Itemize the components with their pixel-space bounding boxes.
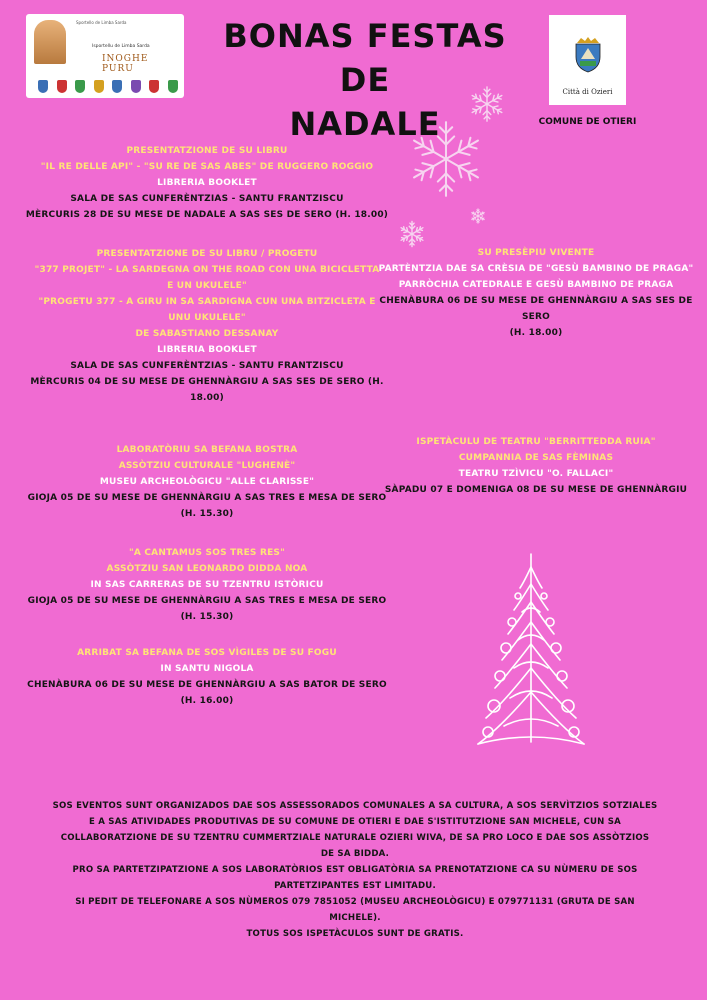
snowflake-icon: [470, 208, 486, 224]
event-line: MUSEU ARCHEOLÒGICU "ALLE CLARISSE": [99, 477, 315, 487]
event-line: TEATRU TZÌVICU "O. FALLACI": [458, 469, 614, 479]
event-line: E UN UKULELE": [167, 281, 247, 291]
footer-notes: [40, 798, 670, 942]
event-line: 18.00): [190, 393, 224, 403]
snowflake-icon: [398, 220, 426, 248]
seal-icon: [38, 80, 48, 93]
footer-line: SI PEDIT DE TELEFONARE A SOS NÙMEROS 079 7851052 (MUSEU ARCHEOLÒGICU) E 079771131 (GRUTA DE SAN: [75, 897, 635, 907]
footer-line: SOS EVENTOS SUNT ORGANIZADOS DAE SOS ASSESSORADOS COMUNALES A SA CULTURA, A SOS SERVÌTZIOS SOTZIALES: [52, 801, 658, 811]
title-line-1: BONAS FESTAS DE: [223, 17, 507, 99]
event-line: CHENÀBURA 06 DE SU MESE DE GHENNÀRGIU A SAS SES DE SERO: [379, 296, 693, 322]
event-cantamus-tres-res: [14, 545, 400, 625]
logo-caption: Città di Ozieri: [562, 88, 613, 96]
bell-tower-icon: [34, 20, 66, 64]
event-line: LIBRERIA BOOKLET: [157, 178, 257, 188]
event-line: UNU UKULELE": [168, 313, 246, 323]
event-line: DE SABASTIANO DESSANAY: [135, 329, 279, 339]
seal-icon: [94, 80, 104, 93]
municipal-seals: [38, 80, 178, 93]
event-line: IN SANTU NIGOLA: [160, 664, 254, 674]
event-line: (H. 18.00): [509, 328, 563, 338]
event-line: PARTÈNTZIA DAE SA CRÈSIA DE "GESÙ BAMBINO DE PRAGA": [378, 264, 694, 274]
event-befana-vigiles: [14, 645, 400, 709]
event-line: "377 PROJET" - LA SARDEGNA ON THE ROAD CON UNA BICICLETTA: [34, 265, 380, 275]
event-laboratoriu-befana: [14, 442, 400, 522]
footer-line: MICHELE).: [329, 913, 381, 923]
event-line: (H. 16.00): [180, 696, 234, 706]
snowflake-icon: [405, 118, 487, 200]
seal-icon: [131, 80, 141, 93]
logo-sub-text: Isportellu de Limba Sarda: [92, 44, 150, 49]
event-line: "IL RE DELLE API" - "SU RE DE SAS ABES" DE RUGGERO ROGGIO: [40, 162, 374, 172]
footer-line: TOTUS SOS ISPETÀCULOS SUNT DE GRATIS.: [246, 929, 464, 939]
seal-icon: [75, 80, 85, 93]
event-line: SALA DE SAS CUNFERÈNTZIAS - SANTU FRANTZISCU: [70, 194, 344, 204]
title-line-2: NADALE: [289, 105, 441, 143]
event-line: ASSÒTZIU CULTURALE "LUGHENÈ": [118, 461, 296, 471]
event-line: SU PRESÈPIU VIVENTE: [477, 248, 595, 258]
event-line: "A CANTAMUS SOS TRES RES": [128, 548, 285, 558]
logo-inoghe-puru: [26, 14, 184, 98]
coat-of-arms-icon: [573, 35, 603, 73]
event-line: GIOJA 05 DE SU MESE DE GHENNÀRGIU A SAS TRES E MESA DE SERO: [27, 596, 387, 606]
footer-line: E A SAS ATIVIDADES PRODUTIVAS DE SU COMUNE DE OTIERI E DAE S'ISTITUTZIONE SAN MICHELE, CUN SA: [89, 817, 621, 827]
event-line: GIOJA 05 DE SU MESE DE GHENNÀRGIU A SAS TRES E MESA DE SERO: [27, 493, 387, 503]
event-line: (H. 15.30): [180, 612, 234, 622]
comune-label: COMUNE DE OTIERI: [538, 117, 637, 127]
event-line: ASSÒTZIU SAN LEONARDO DIDDA NOA: [106, 564, 308, 574]
event-line: PRESENTATZIONE DE SU LIBRU: [126, 146, 288, 156]
seal-icon: [112, 80, 122, 93]
footer-line: PRO SA PARTETZIPATZIONE A SOS LABORATÒRIOS EST OBLIGATÒRIA SA PRENOTATZIONE CA SU NÙMERU DE SOS: [72, 865, 638, 875]
event-teatru-berrittedda: [372, 434, 700, 498]
event-line: "PROGETU 377 - A GIRU IN SA SARDIGNA CUN UNA BITZICLETA E: [38, 297, 376, 307]
event-book-presentation-api: [14, 143, 400, 223]
event-line: IN SAS CARRERAS DE SU TZENTRU ISTÒRICU: [90, 580, 324, 590]
christmas-tree-icon: [470, 552, 592, 752]
seal-icon: [168, 80, 178, 93]
event-line: LABORATÒRIU SA BEFANA BOSTRA: [116, 445, 298, 455]
event-line: CHENÀBURA 06 DE SU MESE DE GHENNÀRGIU A SAS BATOR DE SERO: [27, 680, 387, 690]
event-line: PARRÒCHIA CATEDRALE E GESÙ BAMBINO DE PRAGA: [398, 280, 674, 290]
event-line: SALA DE SAS CUNFERÈNTZIAS - SANTU FRANTZISCU: [70, 361, 344, 371]
seal-icon: [57, 80, 67, 93]
event-line: SÀPADU 07 E DOMENIGA 08 DE SU MESE DE GHENNÀRGIU: [384, 485, 688, 495]
event-line: LIBRERIA BOOKLET: [157, 345, 257, 355]
event-presepiu-vivente: [372, 245, 700, 341]
logo-brand: INOGHE PURU: [102, 54, 149, 74]
event-line: (H. 15.30): [180, 509, 234, 519]
event-line: ARRIBAT SA BEFANA DE SOS VÌGILES DE SU FOGU: [77, 648, 337, 658]
event-line: ISPETÀCULU DE TEATRU "BERRITTEDDA RUIA": [416, 437, 656, 447]
logo-citta-di-ozieri: [549, 15, 626, 105]
event-line: MÈRCURIS 28 DE SU MESE DE NADALE A SAS SES DE SERO (H. 18.00): [25, 210, 389, 220]
logo-top-text: Sportello de Limba Sarda: [76, 20, 127, 25]
seal-icon: [149, 80, 159, 93]
footer-line: COLLABORATZIONE DE SU TZENTRU CUMMERTZIALE NATURALE OZIERI WIVA, DE SA PRO LOCO E DAE SOS ASSÒTZIOS: [60, 833, 650, 843]
footer-line: PARTETZIPANTES EST LIMITADU.: [274, 881, 436, 891]
event-book-presentation-377: [14, 246, 400, 406]
snowflake-icon: [468, 85, 506, 123]
event-line: MÈRCURIS 04 DE SU MESE DE GHENNÀRGIU A SAS SES DE SERO (H.: [30, 377, 384, 387]
footer-line: DE SA BIDDA.: [320, 849, 390, 859]
event-line: CUMPANNIA DE SAS FÈMINAS: [458, 453, 614, 463]
event-line: PRESENTATZIONE DE SU LIBRU / PROGETU: [96, 249, 318, 259]
